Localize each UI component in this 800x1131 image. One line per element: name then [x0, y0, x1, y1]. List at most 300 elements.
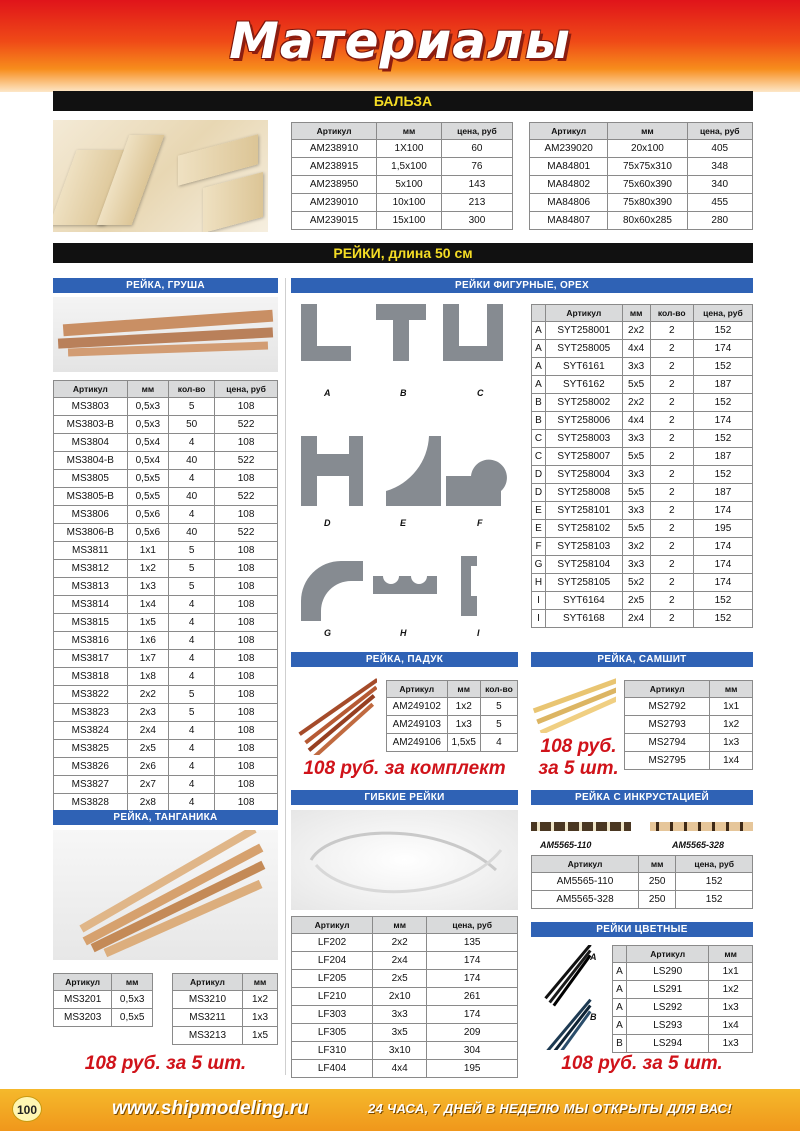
table-cell: 250: [639, 891, 676, 909]
table-cell: 0,5x3: [127, 416, 169, 434]
table-header-row: [532, 856, 753, 873]
table-cell: 2x2: [127, 686, 169, 704]
table-cell: 2: [650, 574, 693, 592]
table-cell: 152: [693, 322, 752, 340]
table-cell: MS3213: [173, 1027, 243, 1045]
colored-table: [612, 945, 753, 1053]
table-row: [54, 560, 278, 578]
table-cell: 2: [650, 448, 693, 466]
table-cell: LF404: [292, 1060, 373, 1078]
column-header: Артикул: [546, 305, 623, 322]
table-cell: 2x8: [127, 794, 169, 812]
table-cell: 5x5: [622, 448, 650, 466]
table-cell: 152: [693, 430, 752, 448]
table-row: [532, 502, 753, 520]
table-row: [387, 734, 518, 752]
table-cell: 108: [215, 470, 278, 488]
table-cell: 187: [693, 448, 752, 466]
table-cell: 5x5: [622, 376, 650, 394]
table-cell: 60: [441, 140, 512, 158]
table-cell: LS293: [627, 1017, 709, 1035]
flex-header: ГИБКИЕ РЕЙКИ: [291, 790, 518, 805]
table-row: [54, 722, 278, 740]
table-cell: MS3816: [54, 632, 128, 650]
flex-table: [291, 916, 518, 1078]
table-cell: 75x75x310: [608, 158, 687, 176]
table-row: [625, 698, 753, 716]
table-cell: 195: [427, 1060, 518, 1078]
table-header-row: [613, 946, 753, 963]
table-cell: SYT6164: [546, 592, 623, 610]
table-row: [532, 873, 753, 891]
table-row: [532, 520, 753, 538]
table-cell: SYT258002: [546, 394, 623, 412]
shape-label-c: C: [477, 388, 484, 398]
table-cell: 5: [169, 542, 215, 560]
table-cell: SYT258004: [546, 466, 623, 484]
table-cell: A: [613, 999, 627, 1017]
table-row: [292, 194, 513, 212]
shape-label-f: F: [477, 518, 483, 528]
table-cell: 152: [693, 358, 752, 376]
table-cell: 4x4: [622, 340, 650, 358]
table-header-row: [532, 305, 753, 322]
table-cell: AM249106: [387, 734, 448, 752]
table-cell: 4: [169, 506, 215, 524]
table-cell: 2: [650, 340, 693, 358]
table-cell: LS292: [627, 999, 709, 1017]
table-cell: 1x3: [709, 1035, 753, 1053]
table-row: [173, 1027, 278, 1045]
table-cell: 1x2: [243, 991, 278, 1009]
table-cell: 152: [693, 466, 752, 484]
table-cell: 2x5: [127, 740, 169, 758]
table-row: [292, 1024, 518, 1042]
table-cell: D: [532, 484, 546, 502]
table-row: [54, 668, 278, 686]
shape-label-d: D: [324, 518, 331, 528]
table-cell: AM249102: [387, 698, 448, 716]
column-header: Артикул: [173, 974, 243, 991]
table-row: [54, 758, 278, 776]
walnut-table: [531, 304, 753, 628]
table-row: [532, 574, 753, 592]
balsa-table-left: [291, 122, 513, 230]
table-cell: LF202: [292, 934, 373, 952]
column-header: кол-во: [169, 381, 215, 398]
table-row: [292, 952, 518, 970]
table-cell: MS2793: [625, 716, 710, 734]
table-header-row: [387, 681, 518, 698]
table-cell: 3x3: [622, 358, 650, 376]
table-cell: 2x5: [622, 592, 650, 610]
column-header: Артикул: [292, 917, 373, 934]
table-cell: 108: [215, 704, 278, 722]
pear-header: РЕЙКА, ГРУША: [53, 278, 278, 293]
table-cell: MS3201: [54, 991, 112, 1009]
table-header-row: [292, 917, 518, 934]
table-cell: MS3826: [54, 758, 128, 776]
table-cell: LS294: [627, 1035, 709, 1053]
table-cell: 522: [215, 416, 278, 434]
column-header: Артикул: [54, 381, 128, 398]
table-cell: 108: [215, 560, 278, 578]
table-cell: 2: [650, 322, 693, 340]
column-header: [613, 946, 627, 963]
table-cell: SYT258006: [546, 412, 623, 430]
column-header: мм: [243, 974, 278, 991]
table-cell: SYT258007: [546, 448, 623, 466]
table-row: [532, 891, 753, 909]
table-cell: 4: [169, 596, 215, 614]
table-cell: MS3203: [54, 1009, 112, 1027]
table-cell: C: [532, 448, 546, 466]
table-cell: 75x80x390: [608, 194, 687, 212]
table-cell: 4: [169, 632, 215, 650]
table-cell: 2: [650, 556, 693, 574]
page-number: 100: [12, 1096, 42, 1122]
table-cell: 5: [169, 686, 215, 704]
table-cell: A: [613, 981, 627, 999]
column-header: Артикул: [532, 856, 639, 873]
table-cell: 2: [650, 520, 693, 538]
table-cell: 1x4: [127, 596, 169, 614]
table-cell: 304: [427, 1042, 518, 1060]
table-header-row: [530, 123, 753, 140]
table-cell: 108: [215, 758, 278, 776]
table-row: [54, 794, 278, 812]
table-cell: MS3824: [54, 722, 128, 740]
table-cell: 108: [215, 686, 278, 704]
table-header-row: [292, 123, 513, 140]
table-cell: 213: [441, 194, 512, 212]
shape-g: [301, 561, 363, 621]
shape-label-i: I: [477, 628, 480, 638]
table-cell: 4: [169, 722, 215, 740]
table-row: [625, 716, 753, 734]
column-header: цена, руб: [441, 123, 512, 140]
table-row: [54, 524, 278, 542]
tanganika-table-right: [172, 973, 278, 1045]
table-cell: 3x3: [373, 1006, 427, 1024]
table-cell: 4x4: [373, 1060, 427, 1078]
table-cell: 1X100: [377, 140, 442, 158]
table-cell: 174: [693, 412, 752, 430]
table-cell: 5x5: [622, 520, 650, 538]
samshit-price: [531, 736, 626, 780]
table-row: [54, 488, 278, 506]
table-cell: MS3825: [54, 740, 128, 758]
table-cell: 108: [215, 434, 278, 452]
table-cell: MS3805: [54, 470, 128, 488]
table-row: [532, 340, 753, 358]
table-cell: 152: [693, 592, 752, 610]
table-cell: AM5565-110: [532, 873, 639, 891]
table-cell: MS3804-B: [54, 452, 128, 470]
table-cell: 152: [693, 394, 752, 412]
table-cell: MS3827: [54, 776, 128, 794]
table-cell: 1x4: [710, 752, 753, 770]
table-cell: G: [532, 556, 546, 574]
table-cell: MS3817: [54, 650, 128, 668]
table-row: [532, 448, 753, 466]
table-cell: 108: [215, 542, 278, 560]
column-header: мм: [622, 305, 650, 322]
table-cell: 300: [441, 212, 512, 230]
table-cell: 1x1: [710, 698, 753, 716]
table-cell: 195: [693, 520, 752, 538]
table-cell: 1x1: [709, 963, 753, 981]
table-row: [54, 1009, 153, 1027]
table-row: [625, 752, 753, 770]
table-cell: B: [532, 412, 546, 430]
column-header: мм: [639, 856, 676, 873]
table-cell: 2: [650, 466, 693, 484]
inlay-label-110: AM5565-110: [540, 840, 592, 850]
table-header-row: [173, 974, 278, 991]
table-cell: 2: [650, 610, 693, 628]
table-row: [532, 556, 753, 574]
table-cell: 50: [169, 416, 215, 434]
table-cell: 522: [215, 524, 278, 542]
column-header: мм: [127, 381, 169, 398]
table-cell: 2: [650, 376, 693, 394]
paduk-price: 108 руб. за комплект: [303, 758, 506, 779]
shape-label-a: A: [324, 388, 331, 398]
column-header: мм: [447, 681, 480, 698]
table-cell: 261: [427, 988, 518, 1006]
table-cell: 3x2: [622, 538, 650, 556]
table-cell: A: [532, 358, 546, 376]
table-cell: E: [532, 520, 546, 538]
table-cell: 4: [169, 758, 215, 776]
table-cell: 108: [215, 668, 278, 686]
table-cell: 108: [215, 596, 278, 614]
table-cell: A: [613, 1017, 627, 1035]
table-cell: 0,5x3: [112, 991, 153, 1009]
shape-i: [461, 556, 477, 616]
table-cell: 108: [215, 506, 278, 524]
table-cell: 0,5x3: [127, 398, 169, 416]
walnut-header: РЕЙКИ ФИГУРНЫЕ, ОРЕХ: [291, 278, 753, 293]
footer-slogan: 24 ЧАСА, 7 ДНЕЙ В НЕДЕЛЮ МЫ ОТКРЫТЫ ДЛЯ ВАС!: [368, 1101, 732, 1116]
table-cell: 2x2: [373, 934, 427, 952]
table-cell: MS3823: [54, 704, 128, 722]
table-row: [292, 212, 513, 230]
table-cell: 1x1: [127, 542, 169, 560]
table-row: [387, 698, 518, 716]
table-cell: MS3815: [54, 614, 128, 632]
table-cell: 2x5: [373, 970, 427, 988]
table-cell: 2x7: [127, 776, 169, 794]
table-cell: 2x10: [373, 988, 427, 1006]
table-cell: 3x5: [373, 1024, 427, 1042]
table-row: [54, 776, 278, 794]
colored-header: РЕЙКИ ЦВЕТНЫЕ: [531, 922, 753, 937]
table-cell: 40: [169, 488, 215, 506]
table-cell: MA84807: [530, 212, 608, 230]
table-row: [613, 1035, 753, 1053]
table-row: [292, 934, 518, 952]
table-cell: 280: [687, 212, 752, 230]
table-row: [292, 988, 518, 1006]
table-cell: SYT258101: [546, 502, 623, 520]
table-cell: AM249103: [387, 716, 448, 734]
table-row: [292, 140, 513, 158]
column-header: цена, руб: [676, 856, 753, 873]
table-cell: 2x4: [127, 722, 169, 740]
shape-e: [386, 436, 441, 506]
shape-f: [446, 460, 507, 506]
table-cell: 1,5x5: [447, 734, 480, 752]
table-cell: MS3828: [54, 794, 128, 812]
table-cell: MS3822: [54, 686, 128, 704]
table-cell: MS3803-B: [54, 416, 128, 434]
table-cell: 3x3: [622, 466, 650, 484]
table-cell: 1x8: [127, 668, 169, 686]
table-row: [530, 176, 753, 194]
column-header: мм: [709, 946, 753, 963]
table-row: [54, 434, 278, 452]
rails-header: РЕЙКИ, длина 50 см: [53, 243, 753, 263]
table-cell: LS290: [627, 963, 709, 981]
table-cell: 1x5: [127, 614, 169, 632]
table-cell: 0,5x5: [127, 488, 169, 506]
table-cell: 152: [676, 873, 753, 891]
website-link[interactable]: www.shipmodeling.ru: [112, 1098, 309, 1119]
paduk-photo: [291, 675, 377, 755]
inlay-label-328: AM5565-328: [672, 840, 725, 850]
table-cell: MS3818: [54, 668, 128, 686]
column-header: мм: [373, 917, 427, 934]
samshit-price-line2: за 5 шт.: [538, 758, 619, 779]
table-cell: MS3806-B: [54, 524, 128, 542]
table-row: [532, 466, 753, 484]
table-cell: 174: [693, 556, 752, 574]
table-cell: MS3803: [54, 398, 128, 416]
table-row: [532, 394, 753, 412]
table-cell: 80x60x285: [608, 212, 687, 230]
table-cell: 4: [169, 650, 215, 668]
table-cell: 5: [169, 398, 215, 416]
tanganika-photo: [53, 830, 278, 960]
table-row: [54, 542, 278, 560]
table-cell: 20x100: [608, 140, 687, 158]
table-cell: 455: [687, 194, 752, 212]
table-cell: 10x100: [377, 194, 442, 212]
column-header: Артикул: [625, 681, 710, 698]
table-cell: 522: [215, 452, 278, 470]
table-cell: 4: [169, 776, 215, 794]
table-cell: 1,5x100: [377, 158, 442, 176]
table-cell: 3x3: [622, 430, 650, 448]
table-cell: MS3210: [173, 991, 243, 1009]
table-row: [54, 650, 278, 668]
table-cell: 4: [169, 794, 215, 812]
table-cell: SYT258005: [546, 340, 623, 358]
table-cell: 108: [215, 614, 278, 632]
table-cell: 2x2: [622, 394, 650, 412]
table-cell: F: [532, 538, 546, 556]
table-cell: 2: [650, 394, 693, 412]
table-cell: B: [613, 1035, 627, 1053]
table-cell: 405: [687, 140, 752, 158]
table-cell: 0,5x6: [127, 506, 169, 524]
tanganika-header: РЕЙКА, ТАНГАНИКА: [53, 810, 278, 825]
table-cell: 108: [215, 650, 278, 668]
table-cell: 4x4: [622, 412, 650, 430]
table-row: [54, 991, 153, 1009]
table-cell: 4: [480, 734, 517, 752]
table-row: [613, 963, 753, 981]
table-cell: 0,5x5: [112, 1009, 153, 1027]
table-cell: 108: [215, 632, 278, 650]
table-row: [625, 734, 753, 752]
table-cell: 1x2: [447, 698, 480, 716]
column-header: Артикул: [387, 681, 448, 698]
paduk-header: РЕЙКА, ПАДУК: [291, 652, 518, 667]
table-cell: 1x2: [710, 716, 753, 734]
flex-photo: [291, 810, 518, 910]
table-cell: AM238915: [292, 158, 377, 176]
balsa-header: БАЛЬЗА: [53, 91, 753, 111]
table-cell: 1x7: [127, 650, 169, 668]
table-cell: LF210: [292, 988, 373, 1006]
shape-label-h: H: [400, 628, 407, 638]
table-cell: 1x3: [243, 1009, 278, 1027]
table-row: [292, 1042, 518, 1060]
table-cell: C: [532, 430, 546, 448]
table-cell: 1x6: [127, 632, 169, 650]
table-row: [54, 596, 278, 614]
table-cell: 2: [650, 484, 693, 502]
table-cell: LF205: [292, 970, 373, 988]
table-cell: 2x3: [127, 704, 169, 722]
table-row: [532, 430, 753, 448]
table-cell: LF310: [292, 1042, 373, 1060]
table-cell: MS2792: [625, 698, 710, 716]
samshit-photo: [531, 675, 616, 733]
table-row: [532, 322, 753, 340]
pear-photo: [53, 297, 278, 372]
table-cell: 174: [693, 502, 752, 520]
column-header: цена, руб: [687, 123, 752, 140]
table-cell: AM239010: [292, 194, 377, 212]
table-cell: 174: [693, 574, 752, 592]
pear-table: [53, 380, 278, 812]
table-cell: 2: [650, 592, 693, 610]
column-header: Артикул: [292, 123, 377, 140]
table-cell: MS3811: [54, 542, 128, 560]
shape-label-b: B: [400, 388, 407, 398]
table-cell: 1x3: [127, 578, 169, 596]
column-header: мм: [377, 123, 442, 140]
table-cell: 1x3: [709, 999, 753, 1017]
table-cell: I: [532, 592, 546, 610]
table-cell: 15x100: [377, 212, 442, 230]
shape-label-g: G: [324, 628, 332, 638]
tanganika-table-left: [53, 973, 153, 1027]
table-cell: 2x2: [622, 322, 650, 340]
table-cell: 40: [169, 524, 215, 542]
profile-shapes-diagram: [291, 296, 526, 641]
column-header: мм: [710, 681, 753, 698]
table-cell: MS3813: [54, 578, 128, 596]
page-title: Материалы: [229, 12, 571, 70]
colored-photo-label-a: A: [590, 952, 597, 962]
table-cell: E: [532, 502, 546, 520]
table-cell: 1x3: [710, 734, 753, 752]
